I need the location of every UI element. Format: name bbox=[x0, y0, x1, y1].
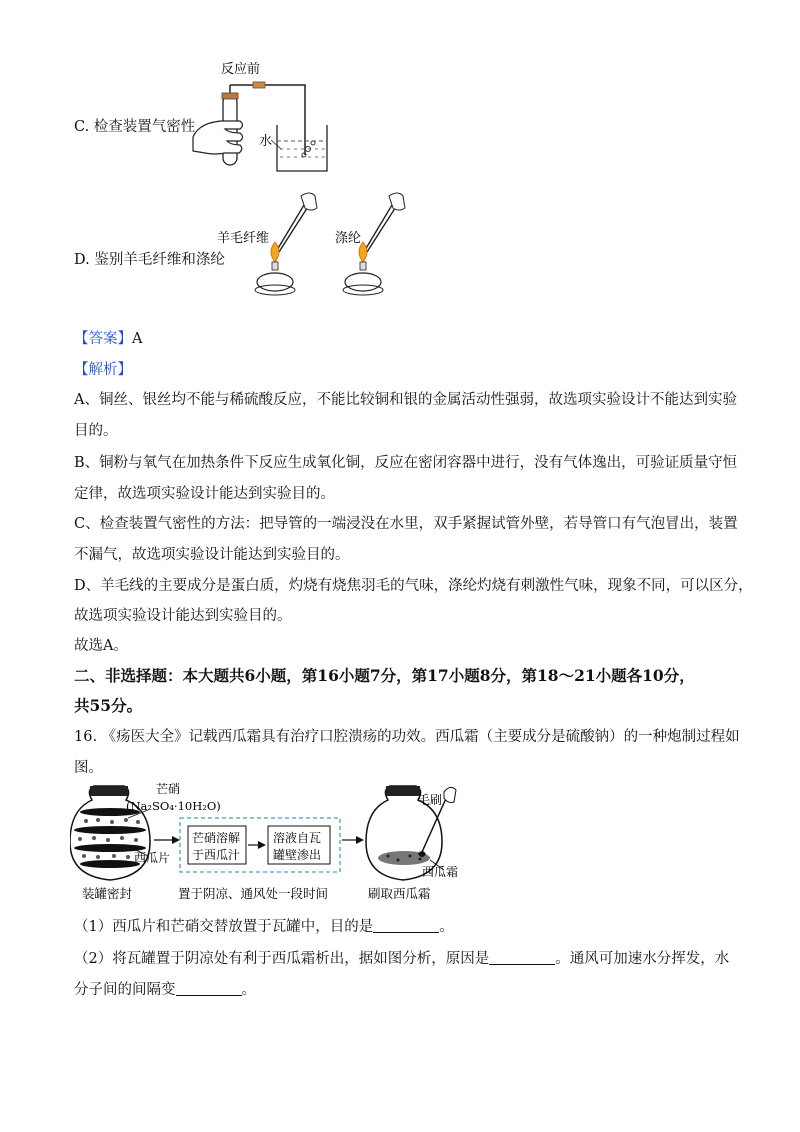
q16-sub2-line2-end: 。 bbox=[241, 982, 256, 998]
q16-sub2-line2 bbox=[74, 980, 256, 1000]
airtightness-apparatus-figure bbox=[185, 55, 335, 180]
analysis-line: A、铜丝、银丝均不能与稀硫酸反应，不能比较铜和银的金属活动性强弱，故选项实验设计不能达到实验 bbox=[74, 392, 737, 408]
option-c-label: C. 检查装置气密性 bbox=[74, 119, 196, 135]
analysis-line: C、检查装置气密性的方法：把导管的一端浸没在水里，双手紧握试管外壁，若导管口有气泡冒出，装置 bbox=[74, 516, 738, 532]
box2-line1: 溶液自瓦 bbox=[273, 831, 322, 845]
wool-fiber-label: 羊毛纤维 bbox=[217, 231, 270, 246]
caption-cool-ventilated: 置于阴凉、通风处一段时间 bbox=[178, 886, 329, 901]
answer-line bbox=[74, 329, 142, 349]
caption-seal-jar: 装罐密封 bbox=[82, 886, 133, 901]
q16-sub1-text: （1）西瓜片和芒硝交替放置于瓦罐中，目的是 bbox=[74, 919, 374, 935]
q16-sub2-blank-1[interactable] bbox=[489, 950, 555, 965]
watermelon-frost-process-diagram bbox=[70, 780, 470, 905]
analysis-line: 定律，故选项实验设计能达到实验目的。 bbox=[74, 486, 335, 502]
fiber-burning-figure bbox=[215, 190, 420, 305]
q16-sub1 bbox=[74, 917, 454, 937]
analysis-line: 目的。 bbox=[74, 423, 118, 439]
q16-sub2-text: （2）将瓦罐置于阴凉处有利于西瓜霜析出，据如图分析，原因是 bbox=[74, 951, 490, 967]
analysis-line: D、羊毛线的主要成分是蛋白质，灼烧有烧焦羽毛的气味，涤纶灼烧有刺激性气味，现象不同，可以区分， bbox=[74, 578, 753, 594]
polyester-label: 涤纶 bbox=[335, 231, 362, 246]
water-label: 水 bbox=[259, 134, 273, 149]
box1-line1: 芒硝溶解 bbox=[192, 831, 241, 845]
q16-sub2 bbox=[74, 949, 729, 969]
mangxiao-label: 芒硝 bbox=[156, 782, 181, 796]
q16-intro-line2: 图。 bbox=[74, 760, 103, 776]
frost-label: 西瓜霜 bbox=[422, 865, 459, 879]
analysis-line: 故选A。 bbox=[74, 638, 128, 654]
analysis-tag: 【解析】 bbox=[74, 362, 132, 378]
mangxiao-formula: (Na₂SO₄·10H₂O) bbox=[126, 799, 221, 813]
q16-sub2-blank-2[interactable] bbox=[176, 981, 242, 996]
brush-label: 毛刷 bbox=[418, 793, 443, 807]
analysis-line: 故选项实验设计能达到实验目的。 bbox=[74, 608, 292, 624]
watermelon-slice-label: 西瓜片 bbox=[134, 851, 171, 865]
section-heading-line1: 二、非选择题：本大题共6小题，第16小题7分，第17小题8分，第18～21小题各10分， bbox=[74, 666, 695, 685]
q16-sub1-blank[interactable] bbox=[373, 918, 439, 933]
box2-line2: 罐壁渗出 bbox=[273, 848, 322, 862]
answer-tag: 【答案】 bbox=[74, 331, 132, 347]
q16-sub2-mid: 。通风可加速水分挥发，水 bbox=[555, 951, 730, 967]
analysis-line: 不漏气，故选项实验设计能达到实验目的。 bbox=[74, 547, 350, 563]
caption-brush-frost: 刷取西瓜霜 bbox=[368, 886, 431, 901]
q16-sub1-end: 。 bbox=[439, 919, 454, 935]
q16-intro-line1: 16. 《疡医大全》记载西瓜霜具有治疗口腔溃疡的功效。西瓜霜（主要成分是硫酸钠）的一种炮制过程如 bbox=[74, 729, 740, 745]
before-reaction-label: 反应前 bbox=[221, 62, 261, 77]
answer-value: A bbox=[132, 331, 143, 347]
q16-sub2-line2-text: 分子间的间隔变 bbox=[74, 982, 176, 998]
analysis-line: B、铜粉与氧气在加热条件下反应生成氧化铜，反应在密闭容器中进行，没有气体逸出，可验证质量守恒 bbox=[74, 455, 738, 471]
option-d-label: D. 鉴别羊毛纤维和涤纶 bbox=[74, 252, 225, 268]
box1-line2: 于西瓜汁 bbox=[192, 848, 241, 862]
section-heading-line2: 共55分。 bbox=[74, 696, 143, 715]
